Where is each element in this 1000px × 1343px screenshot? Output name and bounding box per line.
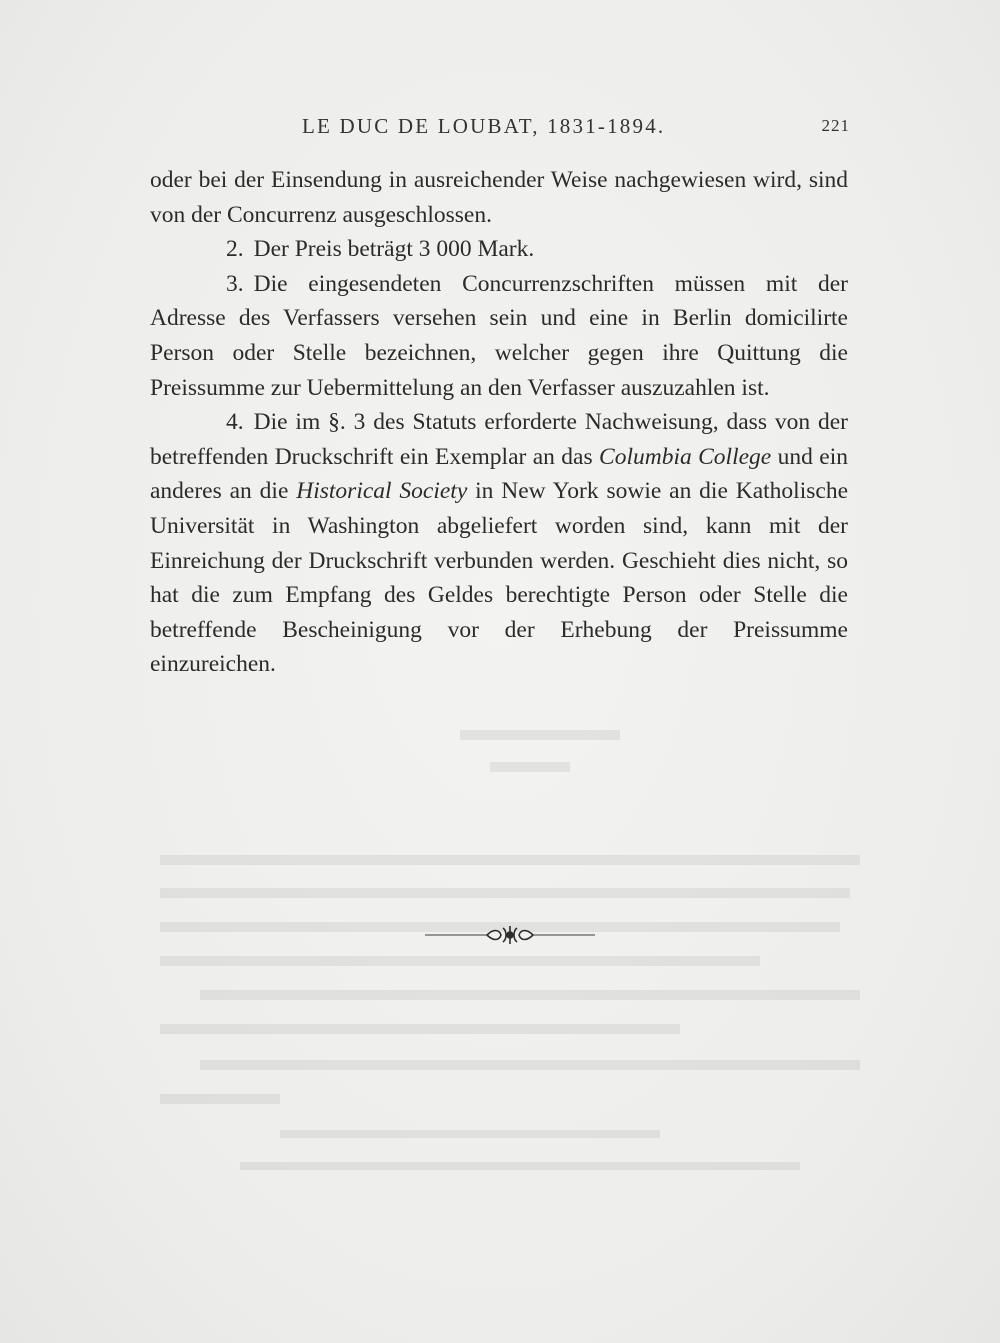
running-title: LE DUC DE LOUBAT, 1831-1894. (302, 114, 666, 138)
paragraph-text: Die im §. 3 des Statuts erforderte Nachweisung, dass von der betreffenden Druckschrift ein Exemplar an das (150, 409, 848, 470)
body-text (150, 163, 848, 682)
paragraph-2 (150, 232, 848, 267)
paragraph-4 (150, 405, 848, 682)
paragraph-text: in New York sowie an die Katholische Universität in Washington abgeliefert worden sind, kann mit der Einreichung der Druckschrift verbunden werden. Geschieht dies nicht, so hat die zum Empfang des Geldes berechtigte Person oder Stelle die betreffende Bescheinigung vor der Erhebung der Preissumme einzureichen. (150, 478, 849, 678)
italic-institution: Historical Society (296, 478, 468, 505)
paragraph-number: 2. (226, 236, 244, 263)
paragraph-text: oder bei der Einsendung in ausreichender Weise nachgewiesen wird, sind von der Concurrenz ausgeschlossen. (150, 167, 848, 228)
section-end-ornament (425, 920, 595, 950)
page-number: 221 (821, 116, 850, 135)
paragraph-3 (150, 267, 848, 405)
paragraph-text: und ein anderes an die (150, 443, 848, 505)
bleed-through-lines (160, 700, 880, 1220)
paragraph-continuation (150, 163, 848, 232)
paragraph-number: 3. (226, 270, 244, 297)
paragraph-text: Die eingesendeten Concurrenzschriften müssen mit der Adresse des Verfassers versehen sein und eine in Berlin domicilirte Person oder Stelle bezeichnen, welcher gegen ihre Quittung die Preissumme zur Uebermittelung an den Verfasser auszuzahlen ist. (150, 270, 848, 401)
show-through-texture (160, 700, 880, 1220)
page-header (150, 114, 850, 144)
paragraph-number: 4. (226, 409, 244, 436)
paragraph-text: Der Preis beträgt 3 000 Mark. (253, 236, 535, 263)
italic-institution: Columbia College (599, 443, 772, 470)
